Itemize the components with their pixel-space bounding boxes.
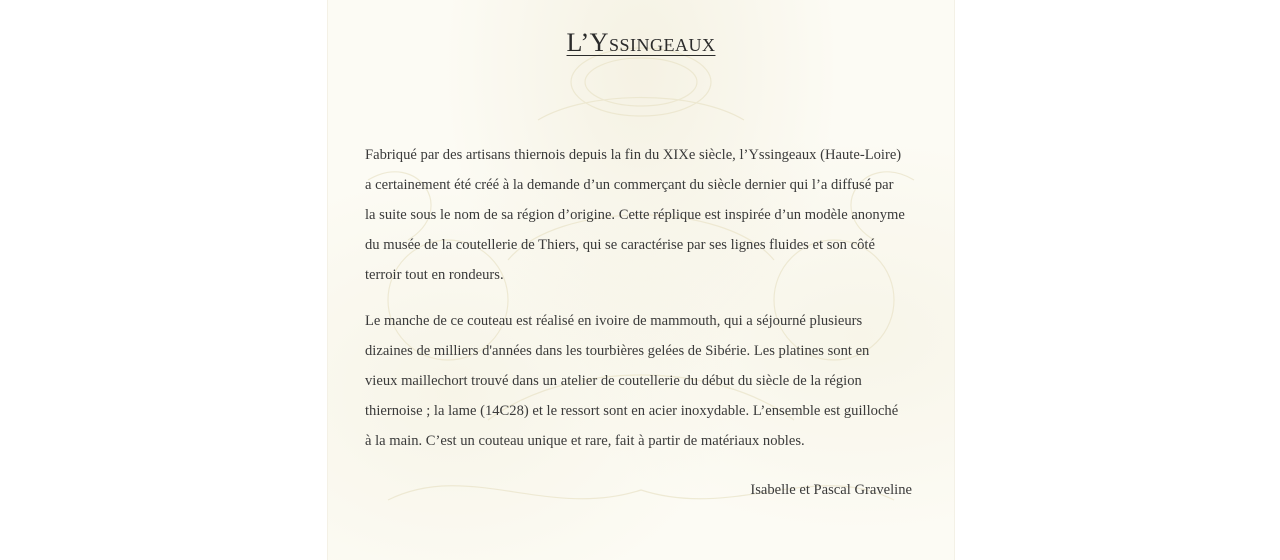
paragraph-history: Fabriqué par des artisans thiernois depuis la fin du XIXe siècle, l’Yssingeaux (Haute-Loire) a certainement été créé à la demande d’un commerçant du siècle dernier qui l’a diffusé par la suite sous le nom de sa région d’origine. Cette réplique est inspirée d’un modèle anonyme du musée de la coutellerie de Thiers, qui se caractérise par ses lignes fluides et son côté terroir tout en rondeurs.	[365, 147, 905, 283]
document-page	[328, 0, 954, 560]
paragraph-materials: Le manche de ce couteau est réalisé en ivoire de mammouth, qui a séjourné plusieurs dizaines de milliers d'années dans les tourbières gelées de Sibérie. Les platines sont en vieux maillechort trouvé dans un atelier de coutellerie du début du siècle de la région thiernoise ; la lame (14C28) et le ressort sont en acier inoxydable. L’ensemble est guilloché à la main. C’est un couteau unique et rare, fait à partir de matériaux nobles.	[365, 313, 899, 449]
document-title: L’Yssingeaux	[566, 28, 716, 57]
signature: Isabelle et Pascal Graveline	[750, 482, 912, 498]
